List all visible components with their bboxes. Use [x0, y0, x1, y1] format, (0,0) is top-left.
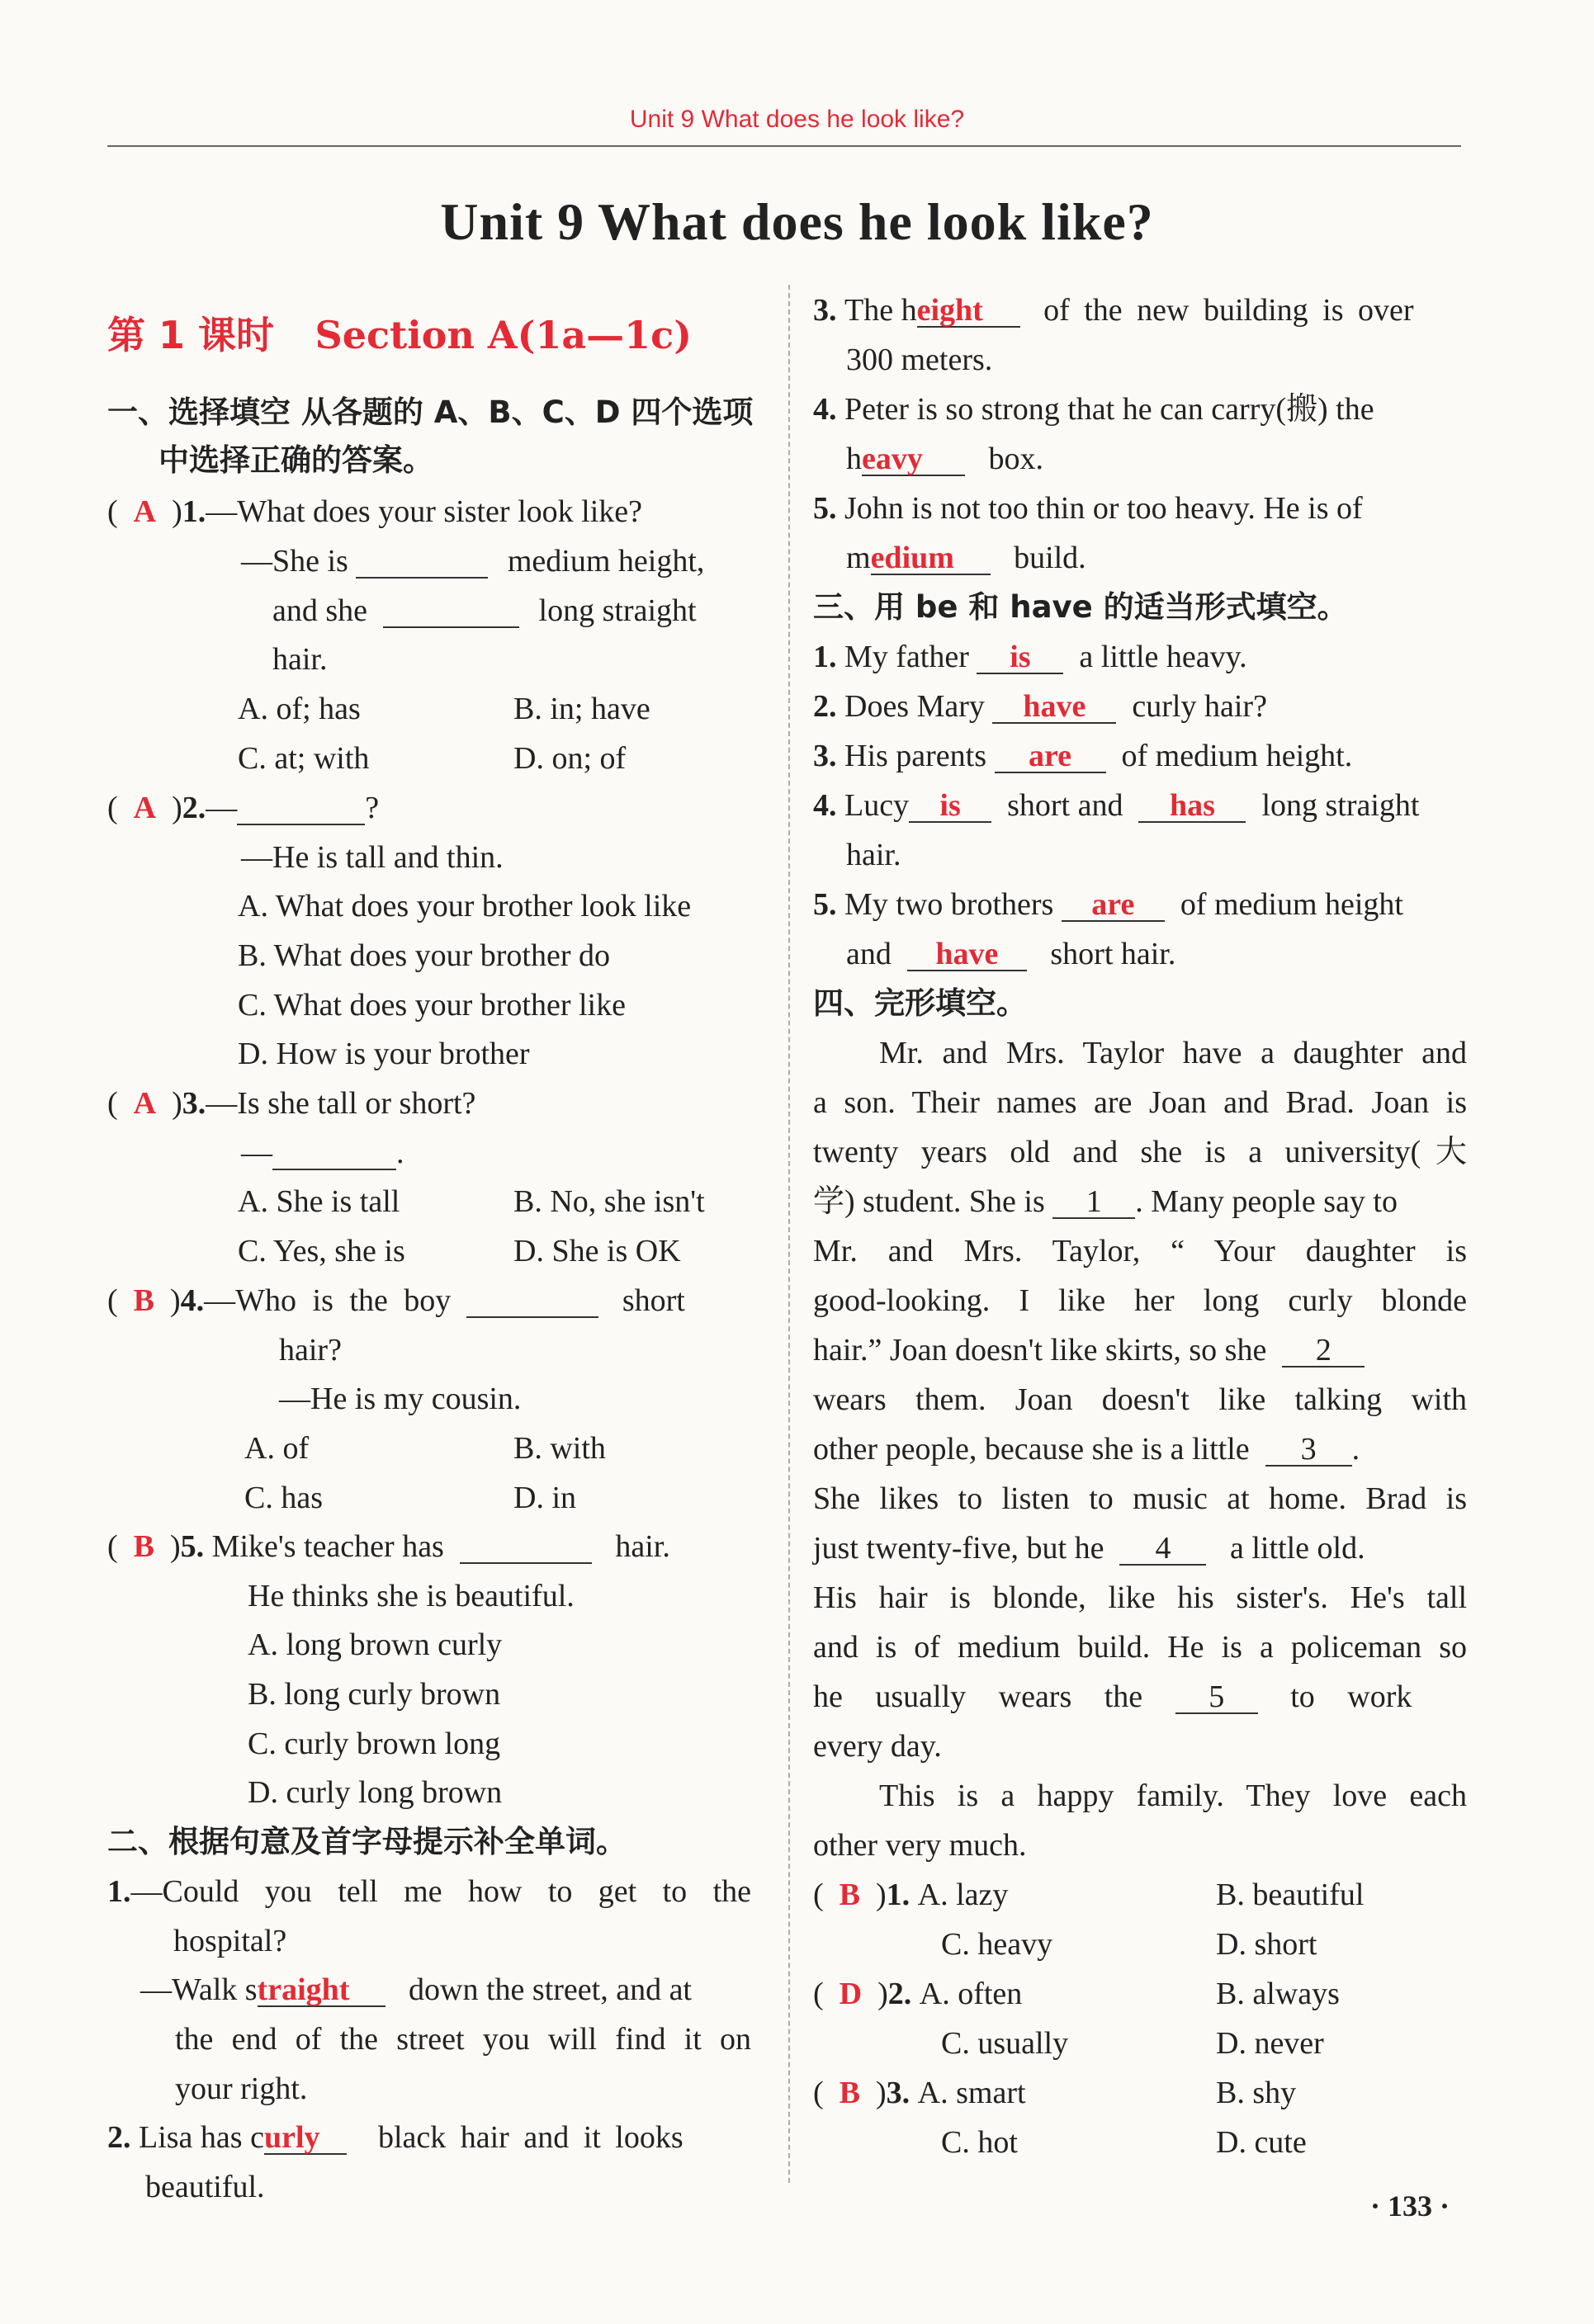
text-segment: hair. [615, 1529, 670, 1564]
option-c: C. has [244, 1481, 323, 1515]
q4-line2: hair? [279, 1333, 342, 1367]
column-divider [788, 285, 790, 2183]
text-segment: hair.” Joan doesn't like skirts, so she [813, 1333, 1267, 1367]
text-segment: box. [988, 442, 1043, 476]
cloze-question-3: ( B )3. A. smart [813, 2076, 1026, 2110]
text-segment: Mike's teacher has [211, 1529, 444, 1564]
option-b: B. in; have [513, 692, 650, 726]
text-segment: The h [844, 293, 917, 328]
text-segment: 2. [813, 689, 837, 724]
question-number: 1. [182, 494, 206, 529]
option-c: C. What does your brother like [238, 988, 626, 1023]
option-d: D. cute [1216, 2125, 1307, 2160]
question-3: ( A )3.—Is she tall or short? [107, 1086, 476, 1121]
blank-4: 4 [1119, 1533, 1206, 1566]
text-segment: is [1010, 640, 1031, 674]
text-segment: 1. [107, 1874, 131, 1909]
passage-line: good-looking. I like her long curly blonde [813, 1283, 1467, 1318]
p2-q4-line2 [846, 443, 1043, 476]
option-c: C. usually [941, 2026, 1069, 2061]
text-segment: to work [1290, 1679, 1412, 1714]
text-segment: — [241, 1136, 272, 1170]
option-b: B. beautiful [1216, 1878, 1365, 1912]
text-segment: are [1029, 739, 1072, 773]
option-b: B. What does your brother do [238, 938, 610, 973]
p2-q1-line5: your right. [175, 2071, 308, 2106]
q5-line2: He thinks she is beautiful. [248, 1579, 575, 1613]
text-segment: 5. [180, 1529, 205, 1564]
text-segment: h [846, 442, 862, 476]
blank-3: 3 [1265, 1434, 1352, 1467]
passage-line: other very much. [813, 1828, 1027, 1863]
question-stem: —What does your sister look like? [206, 494, 642, 529]
text-segment: short [622, 1283, 685, 1318]
part1-heading-cont: 中选择正确的答案。 [158, 442, 433, 478]
text-segment: 4. [813, 788, 837, 823]
lesson-heading [107, 313, 692, 357]
answer-1: A [133, 494, 157, 529]
text-segment: . [396, 1136, 404, 1170]
passage-line: and is of medium build. He is a policeman so [813, 1630, 1467, 1665]
text-segment: 1. [813, 640, 837, 674]
text-segment: My father [844, 640, 969, 674]
blank-5: 5 [1175, 1681, 1258, 1714]
text-segment: 2. [887, 1977, 912, 2011]
part3-heading: 三、用 be 和 have 的适当形式填空。 [813, 589, 1348, 625]
p2-q3-line2: 300 meters. [846, 342, 993, 377]
cloze-answer-1: B [839, 1878, 861, 1912]
p2-q1-line4: the end of the street you will find it on [175, 2022, 751, 2057]
passage-line: twenty years old and she is a university(大 [813, 1135, 1467, 1169]
q3-reply [241, 1137, 404, 1170]
text-segment: down the street, and at [409, 1972, 692, 2007]
answer-2: A [133, 791, 157, 825]
p2-q5-line2 [846, 542, 1086, 575]
option-d: D. curly long brown [248, 1775, 503, 1810]
answer-5: B [133, 1529, 155, 1564]
text-segment: eavy [862, 442, 923, 476]
lesson-label: 第 1 课时 [107, 313, 275, 357]
text-segment: 4. [180, 1283, 205, 1318]
p2-q1-line1 [107, 1876, 751, 1907]
text-segment: and [846, 937, 892, 971]
cloze-answer-3: B [839, 2076, 861, 2110]
text-segment: a little old. [1229, 1531, 1365, 1566]
q1-line3 [272, 595, 697, 628]
header-rule [107, 145, 1461, 147]
passage-line [813, 1434, 1360, 1467]
question-1: ( A )1.—What does your sister look like? [107, 494, 642, 529]
text-segment: 学) student. She is [813, 1184, 1045, 1219]
text-segment: —Could you tell me how to get to the [130, 1874, 751, 1909]
page-number: · 133 · [1370, 2189, 1450, 2222]
text-segment: ? [365, 791, 380, 825]
text-segment: medium height, [507, 544, 705, 579]
text-segment: curly hair? [1132, 689, 1267, 724]
passage-line: This is a happy family. They love each [879, 1778, 1467, 1813]
option-d: D. short [1216, 1927, 1317, 1962]
option-d: D. on; of [513, 741, 627, 776]
text-segment: 1. [886, 1878, 911, 1912]
text-segment: . Many people say to [1135, 1184, 1398, 1219]
text-segment: My two brothers [844, 887, 1054, 922]
passage-line [813, 1334, 1365, 1367]
option-d: D. never [1216, 2026, 1324, 2061]
p2-q3-line1 [813, 295, 1414, 328]
option-a: A. What does your brother look like [238, 889, 692, 923]
text-segment: 3. [813, 293, 837, 328]
text-segment: . [1351, 1432, 1360, 1467]
p3-q5-line2 [846, 938, 1175, 971]
question-2: ( A )2.— ? [107, 791, 380, 825]
part4-heading: 四、完形填空。 [813, 985, 1027, 1021]
p2-q2-line2: beautiful. [145, 2170, 265, 2204]
text-segment: Lisa has c [139, 2120, 264, 2155]
text-segment: short hair. [1050, 937, 1176, 971]
option-d: D. She is OK [513, 1234, 681, 1268]
text-segment: just twenty-five, but he [813, 1531, 1104, 1566]
answer-word: traight [257, 1972, 350, 2007]
text-segment: eight [916, 293, 983, 328]
p3-q3 [813, 740, 1352, 773]
q4-reply: —He is my cousin. [279, 1382, 522, 1416]
text-segment: A. lazy [917, 1878, 1009, 1912]
option-b: B. with [513, 1431, 606, 1466]
p2-q1-line3 [140, 1974, 692, 2007]
text-segment: —Who is the boy [204, 1283, 452, 1318]
text-segment: 3. [182, 1086, 206, 1121]
option-a: A. of; has [238, 692, 361, 726]
text-segment: a little heavy. [1079, 640, 1247, 674]
text-segment: of medium height. [1121, 739, 1353, 773]
text-segment: has [1169, 788, 1215, 823]
text-segment: are [1091, 887, 1135, 922]
text-segment: 5. [813, 887, 837, 922]
option-a: A. She is tall [238, 1184, 400, 1219]
text-segment: edium [870, 541, 954, 575]
text-segment: A. often [919, 1977, 1023, 2011]
text-segment: of medium height [1180, 887, 1403, 922]
question-5: ( B )5. Mike's teacher has hair. [107, 1529, 670, 1564]
option-b: B. shy [1216, 2076, 1297, 2110]
p2-q1-line2: hospital? [173, 1924, 287, 1958]
passage-line: every day. [813, 1729, 942, 1764]
text-segment: of the new building is over [1043, 293, 1414, 328]
text-segment: he usually wears the [813, 1679, 1143, 1714]
option-d: D. in [513, 1481, 576, 1515]
text-segment: urly [263, 2120, 320, 2155]
passage-line: Mr. and Mrs. Taylor have a daughter and [879, 1036, 1467, 1070]
blank-2: 2 [1282, 1334, 1365, 1367]
answer-3: A [133, 1086, 157, 1121]
p3-q5 [813, 889, 1403, 922]
passage-line: She likes to listen to music at home. Brad is [813, 1481, 1467, 1516]
option-b: B. long curly brown [248, 1677, 501, 1712]
text-segment: 3. [886, 2076, 911, 2110]
option-c: C. Yes, she is [238, 1234, 405, 1268]
p2-q2-line1 [107, 2122, 683, 2155]
text-segment: have [935, 937, 999, 971]
passage-line: a son. Their names are Joan and Brad. Joan is [813, 1085, 1467, 1120]
p2-q5-line1 [813, 493, 1363, 524]
text-segment: Peter is so strong that he can carry(搬) the [844, 392, 1374, 427]
text-segment: and she [272, 593, 368, 628]
option-c: C. at; with [238, 741, 370, 776]
cloze-question-2: ( D )2. A. often [813, 1977, 1023, 2011]
text-segment: —She is [241, 544, 348, 579]
question-4: ( B )4.—Who is the boy short [107, 1283, 685, 1318]
passage-line: Mr. and Mrs. Taylor, “ Your daughter is [813, 1234, 1467, 1268]
text-segment: 4. [813, 392, 837, 427]
option-d: D. How is your brother [238, 1037, 530, 1071]
option-c: C. heavy [941, 1927, 1053, 1962]
text-segment: long straight [1261, 788, 1420, 823]
p3-q2 [813, 691, 1267, 724]
blank-1: 1 [1052, 1186, 1135, 1219]
q1-line2 [241, 546, 704, 579]
page-title: Unit 9 What does he look like? [440, 192, 1154, 251]
passage-line: wears them. Joan doesn't like talking with [813, 1382, 1467, 1417]
p2-q4-line1 [813, 394, 1374, 425]
text-segment: —Is she tall or short? [206, 1086, 476, 1121]
text-segment: John is not too thin or too heavy. He is of [844, 491, 1363, 526]
p3-q1 [813, 641, 1247, 674]
text-segment: long straight [538, 593, 697, 628]
answer-4: B [133, 1283, 155, 1318]
text-segment: other people, because she is a little [813, 1432, 1250, 1467]
cloze-answer-2: D [839, 1977, 863, 2011]
text-segment: have [1023, 689, 1086, 724]
cloze-question-1: ( B )1. A. lazy [813, 1878, 1009, 1912]
text-segment: —Walk s [140, 1972, 258, 2007]
passage-line: His hair is blonde, like his sister's. He's tall [813, 1580, 1467, 1615]
passage-line [813, 1681, 1412, 1714]
passage-line [813, 1186, 1398, 1219]
part2-heading: 二、根据句意及首字母提示补全单词。 [107, 1824, 627, 1859]
text-segment: short and [1007, 788, 1123, 823]
text-segment: Does Mary [844, 689, 985, 724]
text-segment: 2. [182, 791, 206, 825]
text-segment: A. smart [917, 2076, 1026, 2110]
p3-q4 [813, 790, 1420, 823]
text-segment: — [206, 791, 238, 825]
p3-q4-line2: hair. [846, 838, 901, 872]
option-a: A. of [244, 1431, 310, 1466]
text-segment: is [939, 788, 961, 823]
passage-line [813, 1533, 1365, 1566]
option-a: A. long brown curly [248, 1627, 503, 1662]
option-c: C. hot [941, 2125, 1018, 2160]
q1-line4: hair. [272, 642, 328, 677]
option-b: B. No, she isn't [513, 1184, 705, 1219]
text-segment: m [846, 541, 871, 575]
text-segment: black hair and it looks [377, 2120, 683, 2155]
option-c: C. curly brown long [248, 1726, 501, 1761]
part1-heading: 一、选择填空 从各题的 A、B、C、D 四个选项 [107, 394, 754, 430]
text-segment: Lucy [844, 788, 910, 823]
q2-reply: —He is tall and thin. [241, 840, 504, 875]
lesson-section: Section A(1a—1c) [315, 313, 692, 357]
text-segment: His parents [844, 739, 987, 773]
text-segment: 2. [107, 2120, 131, 2155]
text-segment: 3. [813, 739, 837, 773]
running-header: Unit 9 What does he look like? [629, 106, 965, 133]
text-segment: 5. [813, 491, 837, 526]
text-segment: build. [1014, 541, 1086, 575]
option-b: B. always [1216, 1977, 1340, 2011]
